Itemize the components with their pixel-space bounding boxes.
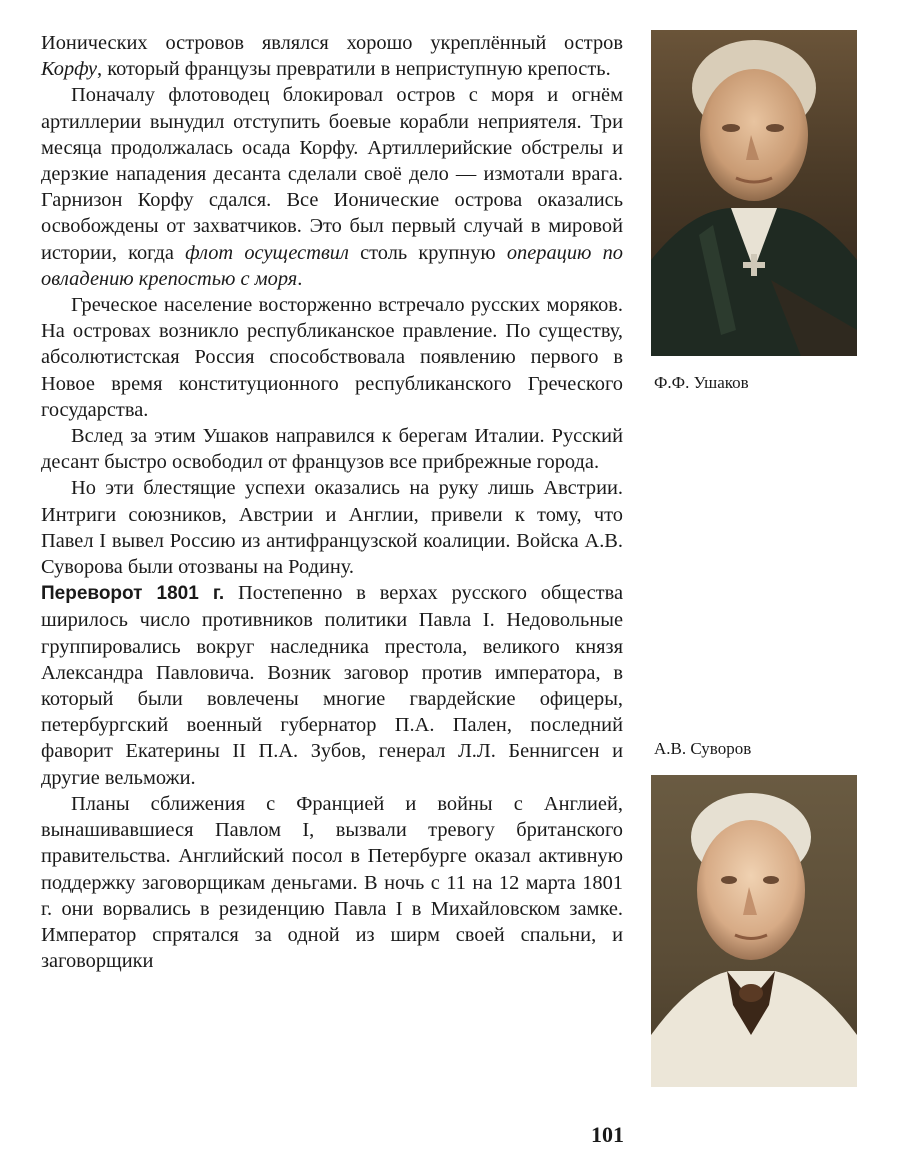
paragraph-6-text: Постепенно в верхах русского общества ширилось число противников политики Павла I. Недовольные группировались вокруг наследника престола, великого князя Александра Павловича. Возник заговор против императора, в который были вовлечены многие гвардейские офицеры, петербургский военный губернатор П.А. Пален, последний фаворит Екатерины II П.А. Зубов, генерал Л.Л. Беннигсен и другие вельможи. — [41, 582, 623, 789]
fleet-term: флот осуществил — [185, 241, 349, 264]
paragraph-1 — [41, 30, 623, 82]
paragraph-2-mid: столь крупную — [348, 241, 507, 264]
paragraph-7: Планы сближения с Францией и войны с Англией, вынашивавшиеся Павлом I, вызвали тревогу британского правительства. Английский посол в Петербурге оказал активную поддержку заговорщикам деньгами. В ночь с 11 на 12 марта 1801 г. они ворвались в резиденцию Павла I в Михайловском замке. Император спрятался за одной из ширм своей спальни, и заговорщики — [41, 792, 623, 973]
paragraph-3: Греческое население восторженно встречало русских моряков. На островах возникло республиканское правление. По существу, абсолютистская Россия способствовала появлению первого в Новое время конституционного республиканского Греческого государства. — [41, 294, 623, 421]
paragraph-2-text: Поначалу флотоводец блокировал остров с моря и огнём артиллерии вынудил отступить боевые корабли неприятеля. Три месяца продолжалась осада Корфу. Артиллерийские обстрелы и дерзкие нападения десанта сделали своё дело — измотали врага. Гарнизон Корфу сдался. Все Ионические острова оказались освобождены от захватчиков. Это был первый случай в мировой истории, когда — [41, 84, 623, 264]
paragraph-1-tail: , который французы превратили в неприступную крепость. — [97, 58, 611, 81]
paragraph-1-text: Ионических островов являлся хорошо укреплённый остров — [41, 32, 623, 54]
ushakov-portrait — [651, 30, 857, 356]
paragraph-4: Вслед за этим Ушаков направился к берегам Италии. Русский десант быстро освободил от французов все прибрежные города. — [41, 425, 623, 474]
page-number: 101 — [591, 1122, 624, 1147]
korfu-term: Корфу — [41, 58, 98, 81]
paragraph-2-tail: . — [297, 267, 303, 290]
suvorov-caption: А.В. Суворов — [654, 739, 752, 758]
ushakov-caption: Ф.Ф. Ушаков — [654, 373, 749, 392]
ushakov-portrait-art — [651, 30, 857, 356]
section-heading: Переворот 1801 г. — [41, 583, 225, 605]
operation-term: операцию по овладению крепостью с моря — [41, 241, 623, 290]
paragraph-2 — [41, 82, 623, 292]
paragraph-6 — [41, 580, 623, 791]
paragraph-5: Но эти блестящие успехи оказались на руку лишь Австрии. Интриги союзников, Австрии и Англии, привели к тому, что Павел I вывел Россию из антифранцузской коалиции. Войска А.В. Суворова были отозваны на Родину. — [41, 477, 623, 579]
suvorov-portrait-art — [651, 775, 857, 1087]
main-text-column — [41, 30, 623, 974]
suvorov-portrait — [651, 775, 857, 1087]
